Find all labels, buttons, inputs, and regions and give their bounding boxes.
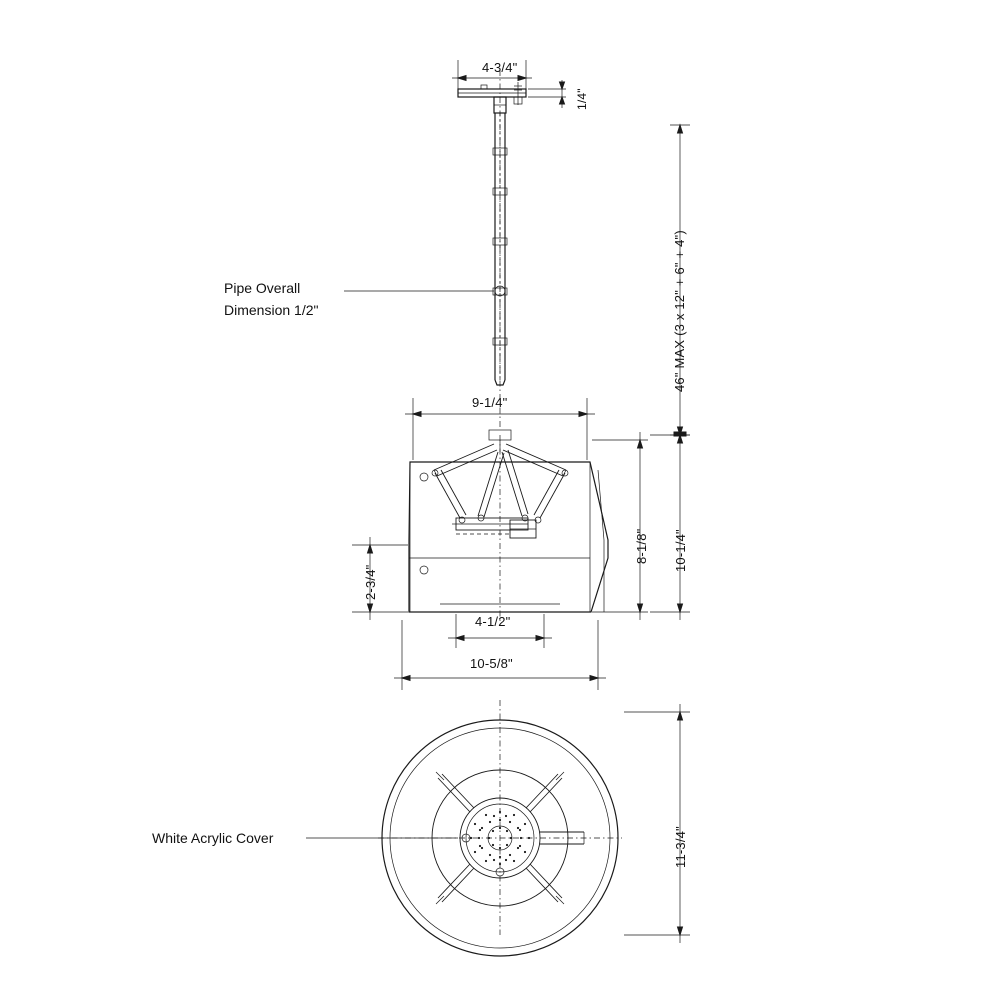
dim-label-stem-max: 46" MAX (3 x 12" + 6" + 4")	[672, 230, 687, 392]
callout-pipe-overall-line2: Dimension 1/2"	[224, 301, 319, 318]
dim-label-canopy-width: 4-3/4"	[482, 60, 518, 75]
dim-shade-lower-height	[352, 537, 408, 620]
canopy-assembly	[458, 82, 526, 113]
callout-pipe-overall-line1: Pipe Overall	[224, 280, 301, 296]
callout-white-acrylic-cover	[152, 830, 273, 846]
dim-label-fixture-outer-height: 10-1/4"	[673, 529, 688, 572]
dim-overall-width	[394, 620, 606, 690]
callout-white-acrylic-cover-line1: White Acrylic Cover	[152, 830, 274, 846]
dim-label-plan-diameter: 11-3/4"	[673, 826, 688, 868]
dim-label-shade-bottom-width: 4-1/2"	[475, 614, 511, 629]
dim-fixture-outer-height	[650, 427, 690, 620]
callout-leaders	[306, 291, 494, 838]
dim-label-canopy-height: 1/4"	[575, 88, 589, 110]
dim-canopy-height	[528, 80, 566, 108]
dim-plan-diameter	[624, 704, 690, 943]
dim-label-overall-width: 10-5/8"	[470, 656, 513, 671]
fixture-shade-elevation	[409, 462, 608, 612]
dim-label-shade-lower-height: 2-3/4"	[363, 564, 378, 600]
dim-label-fixture-top-width: 9-1/4"	[472, 395, 508, 410]
dim-fixture-inner-height	[592, 432, 648, 620]
dim-label-fixture-inner-height: 8-1/8"	[634, 528, 649, 564]
callout-pipe-overall	[224, 278, 318, 321]
